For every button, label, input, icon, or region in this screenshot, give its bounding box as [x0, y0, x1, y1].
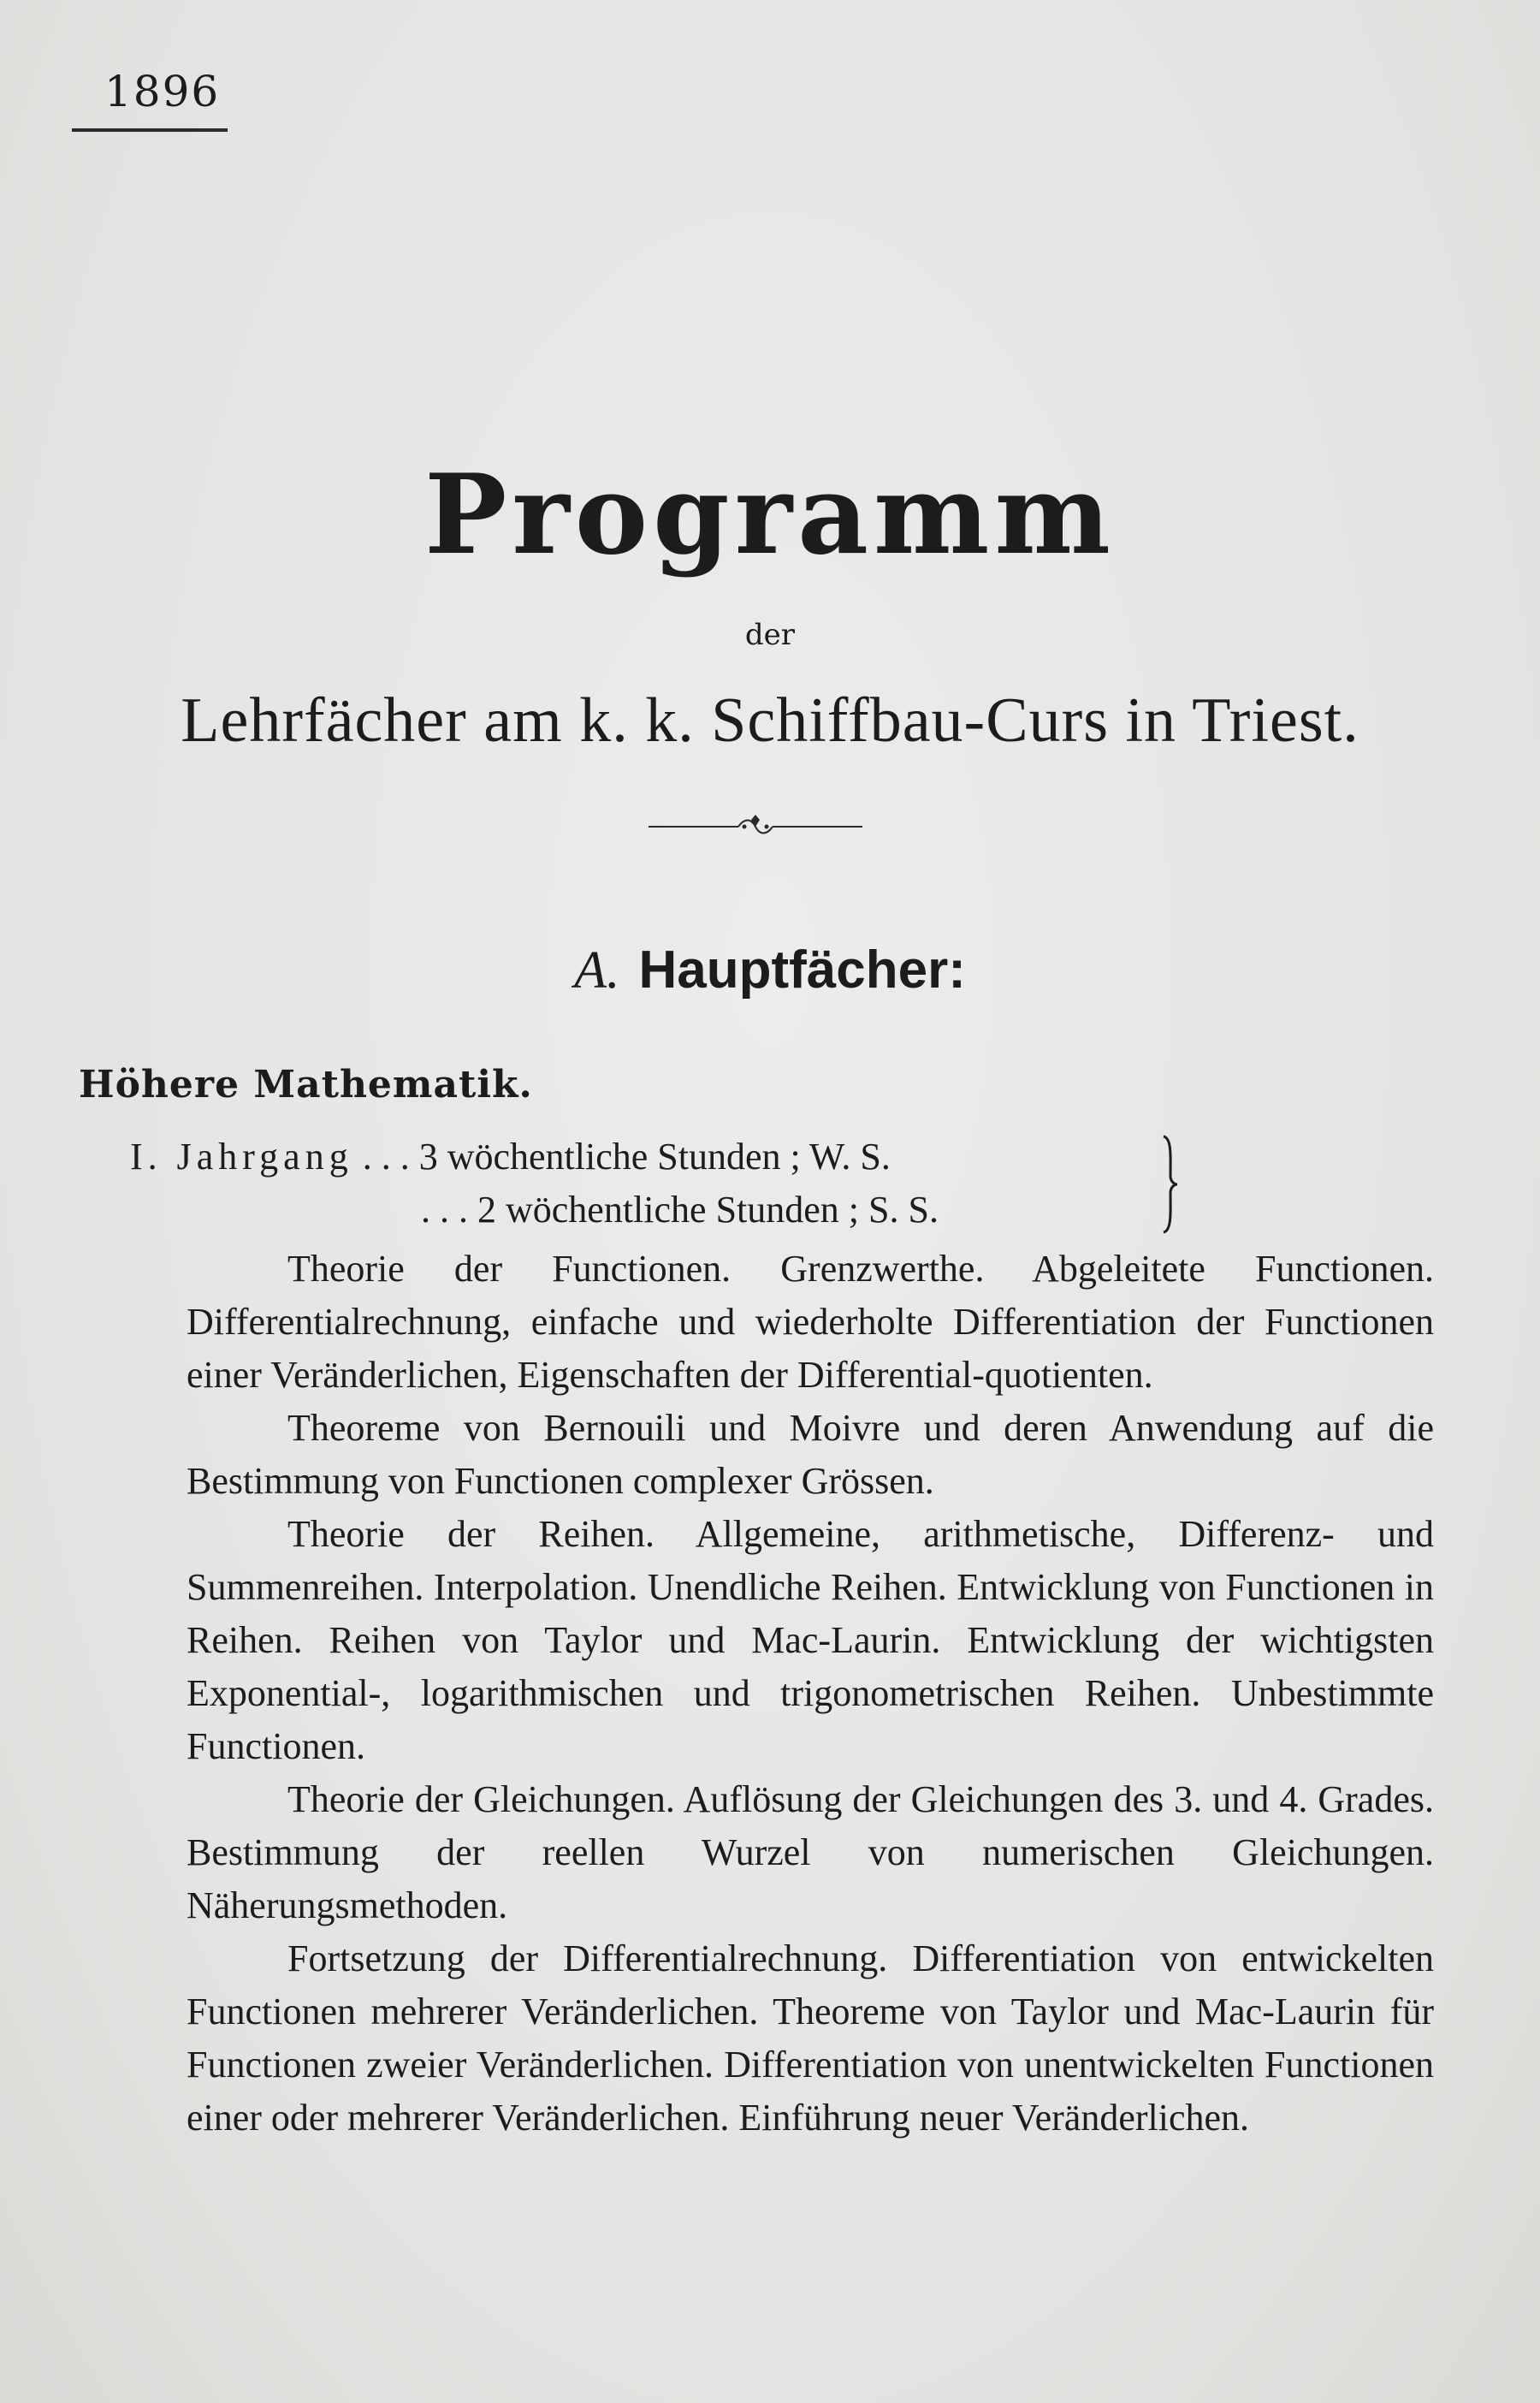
- paragraph: Theorie der Gleichungen. Auflösung der Gleichungen des 3. und 4. Grades. Bestimmung der reellen Wurzel von numerischen Gleichungen. Näherungsmethoden.: [187, 1778, 1434, 1926]
- schedule-line-2: [421, 1188, 939, 1231]
- document-subtitle: Lehrfächer am k. k. Schiffbau-Curs in Triest.: [181, 685, 1359, 756]
- schedule-text: . . . 3 wöchentliche Stunden ; W. S.: [362, 1136, 891, 1178]
- schedule-label: I. Jahrgang: [130, 1136, 353, 1178]
- ornament-divider-icon: [649, 810, 862, 844]
- document-title: Programm: [424, 451, 1116, 579]
- section-letter: A.: [574, 941, 620, 1000]
- page-year: 1896: [104, 67, 221, 116]
- paragraph: Fortsetzung der Differentialrechnung. Differentiation von entwickelten Functionen mehrerer Veränderlichen. Theoreme von Taylor und Mac-Laurin für Functionen zweier Veränderlichen. Differentiation von unentwickelten Functionen einer oder mehrerer Veränderlichen. Einführung neuer Veränderlichen.: [187, 1937, 1434, 2139]
- schedule-line-1: [130, 1135, 891, 1178]
- subject-title: Höhere Mathematik.: [79, 1063, 533, 1107]
- paragraph: Theoreme von Bernouili und Moivre und deren Anwendung auf die Bestimmung von Functionen complexer Grössen.: [187, 1407, 1434, 1502]
- paragraph: Theorie der Reihen. Allgemeine, arithmetische, Differenz- und Summenreihen. Interpolation. Unendliche Reihen. Entwicklung von Functionen in Reihen. Reihen von Taylor und Mac-Laurin. Entwicklung der wichtigsten Exponential-, logarithmischen und trigonometrischen Reihen. Unbestimmte Functionen.: [187, 1513, 1434, 1767]
- right-brace-icon: [1160, 1133, 1181, 1236]
- subject-description: [187, 1243, 1434, 2145]
- title-connector: der: [744, 618, 796, 652]
- section-name: Hauptfächer:: [638, 940, 966, 1000]
- paragraph: Theorie der Functionen. Grenzwerthe. Abgeleitete Functionen. Differentialrechnung, einfache und wiederholte Differentiation der Functionen einer Veränderlichen, Eigenschaften der Differential-quotienten.: [187, 1248, 1434, 1396]
- section-heading: [0, 938, 1540, 1001]
- year-underline: [72, 128, 228, 132]
- schedule-text: . . . 2 wöchentliche Stunden ; S. S.: [421, 1189, 939, 1231]
